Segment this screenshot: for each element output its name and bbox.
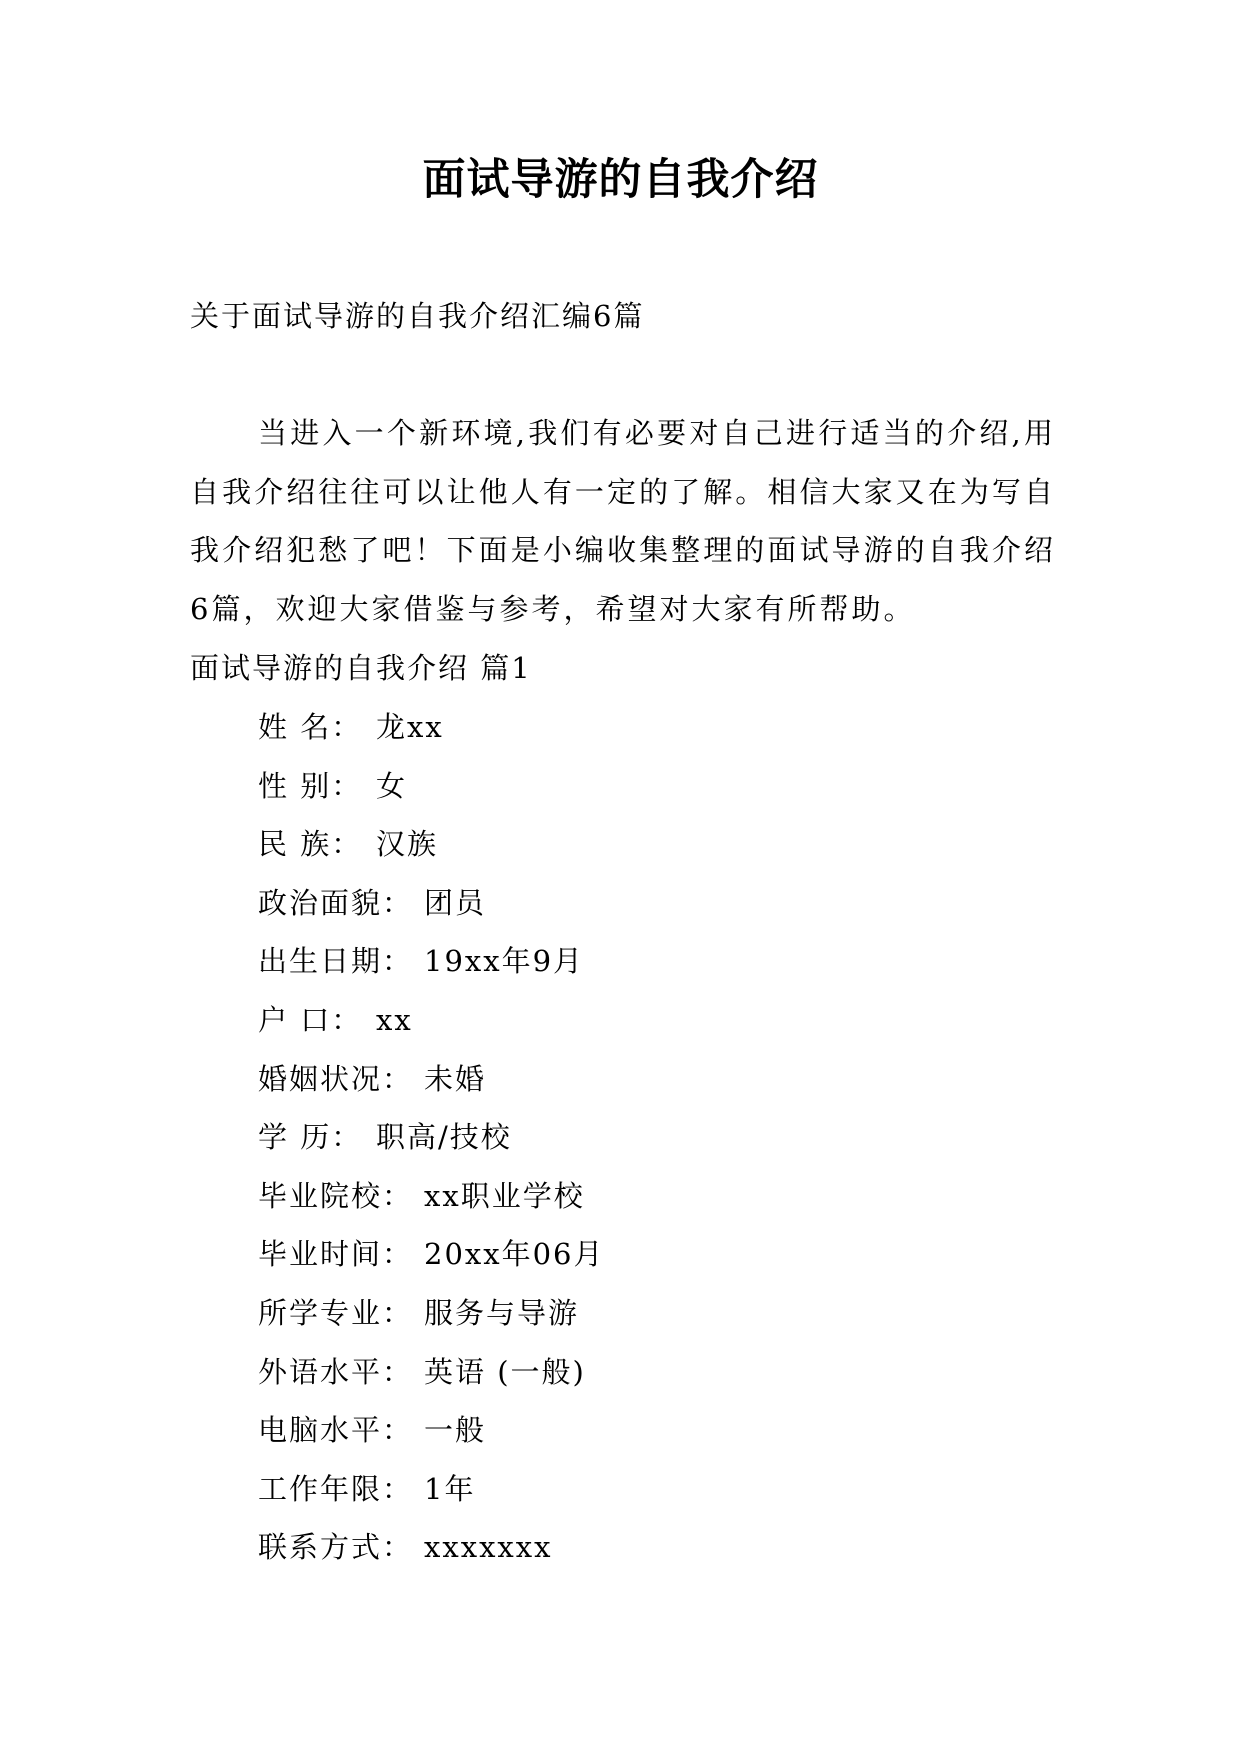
profile-value: 1年 xyxy=(424,1471,476,1506)
profile-label: 毕业院校： xyxy=(258,1178,414,1213)
profile-row-ethnicity xyxy=(258,815,605,874)
profile-row-education xyxy=(258,1108,605,1167)
profile-label: 外语水平： xyxy=(258,1354,414,1389)
profile-label: 联系方式： xyxy=(258,1530,414,1565)
profile-value: 团员 xyxy=(424,885,487,920)
profile-value: 20xx年06月 xyxy=(424,1237,605,1272)
profile-label: 性 别： xyxy=(258,768,363,803)
profile-label: 婚姻状况： xyxy=(258,1061,414,1096)
document-subtitle: 关于面试导游的自我介绍汇编6篇 xyxy=(190,299,645,333)
profile-row-household xyxy=(258,991,605,1050)
profile-row-contact xyxy=(258,1518,605,1577)
profile-label: 所学专业： xyxy=(258,1295,414,1330)
profile-row-computer-skill xyxy=(258,1401,605,1460)
profile-label: 工作年限： xyxy=(258,1471,414,1506)
intro-paragraph: 当进入一个新环境,我们有必要对自己进行适当的介绍,用自我介绍往往可以让他人有一定的了解。相信大家又在为写自我介绍犯愁了吧！下面是小编收集整理的面试导游的自我介绍6篇，欢迎大家借鉴与参考，希望对大家有所帮助。 xyxy=(190,416,1056,626)
profile-value: 女 xyxy=(376,768,408,803)
profile-value: 服务与导游 xyxy=(424,1295,580,1330)
profile-row-birth-date xyxy=(258,932,605,991)
profile-value: xxxxxxx xyxy=(424,1530,553,1565)
profile-value: xx职业学校 xyxy=(424,1178,585,1213)
profile-value: 职高/技校 xyxy=(376,1120,512,1155)
profile-row-gender xyxy=(258,757,605,816)
profile-row-name xyxy=(258,698,605,757)
profile-label: 电脑水平： xyxy=(258,1413,414,1448)
profile-label: 姓 名： xyxy=(258,710,363,744)
profile-row-major xyxy=(258,1284,605,1343)
profile-row-political-status xyxy=(258,874,605,933)
profile-value: 英语 (一般) xyxy=(424,1354,586,1389)
profile-label: 出生日期： xyxy=(258,944,414,979)
profile-value: 19xx年9月 xyxy=(424,944,585,979)
document-title: 面试导游的自我介绍 xyxy=(422,155,819,205)
profile-label: 政治面貌： xyxy=(258,885,414,920)
profile-value: 未婚 xyxy=(424,1061,487,1096)
profile-row-school xyxy=(258,1167,605,1226)
profile-value: 一般 xyxy=(424,1413,487,1448)
profile-label: 毕业时间： xyxy=(258,1237,414,1272)
section-heading: 面试导游的自我介绍 篇1 xyxy=(190,651,532,685)
profile-value: 龙xx xyxy=(376,710,444,744)
profile-row-foreign-language xyxy=(258,1343,605,1402)
profile-list xyxy=(258,698,605,1577)
profile-value: 汉族 xyxy=(376,827,439,862)
profile-row-work-experience xyxy=(258,1460,605,1519)
profile-label: 民 族： xyxy=(258,827,363,862)
profile-row-graduation-date xyxy=(258,1225,605,1284)
profile-value: xx xyxy=(376,1002,413,1037)
profile-row-marital-status xyxy=(258,1050,605,1109)
profile-label: 户 口： xyxy=(258,1002,363,1037)
profile-label: 学 历： xyxy=(258,1120,363,1155)
